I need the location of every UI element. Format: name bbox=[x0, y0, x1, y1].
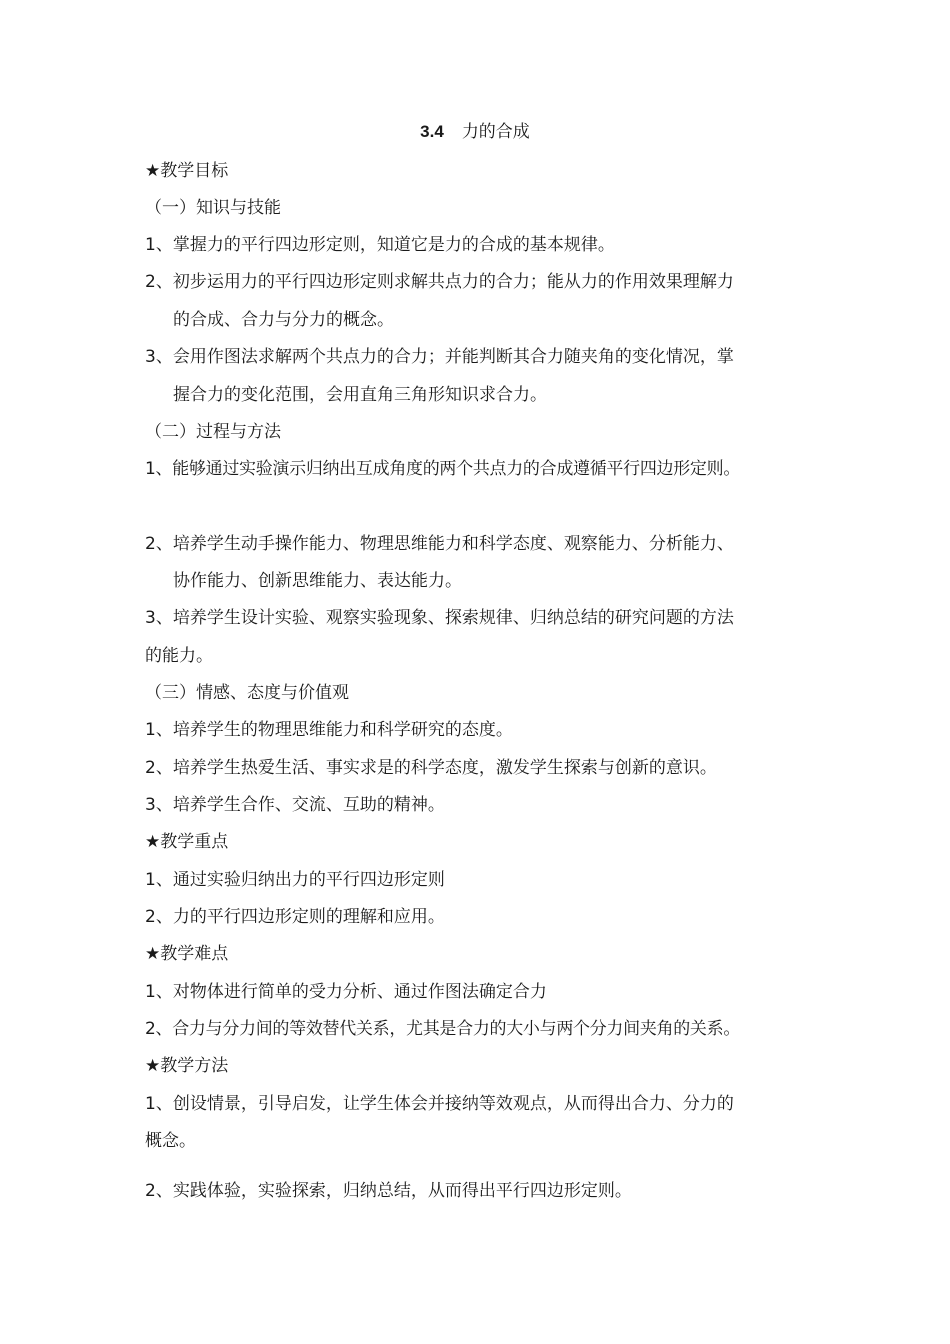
paragraph-line: 的合成、合力与分力的概念。 bbox=[173, 310, 394, 330]
paragraph-line: 3、培养学生合作、交流、互助的精神。 bbox=[145, 795, 445, 815]
section-number: 3.4 bbox=[420, 122, 444, 141]
paragraph-line: 3、培养学生设计实验、观察实验现象、探索规律、归纳总结的研究问题的方法 bbox=[145, 608, 734, 628]
paragraph-line: 概念。 bbox=[145, 1131, 196, 1151]
subheading-attitude: （三）情感、态度与价值观 bbox=[145, 683, 349, 703]
heading-difficulties: ★教学难点 bbox=[145, 944, 229, 964]
paragraph-line: 3、会用作图法求解两个共点力的合力；并能判断其合力随夹角的变化情况，掌 bbox=[145, 347, 734, 367]
paragraph-line: 握合力的变化范围，会用直角三角形知识求合力。 bbox=[173, 385, 547, 405]
paragraph-line: 1、通过实验归纳出力的平行四边形定则 bbox=[145, 870, 445, 890]
paragraph-line: 2、力的平行四边形定则的理解和应用。 bbox=[145, 907, 445, 927]
paragraph-line: 1、培养学生的物理思维能力和科学研究的态度。 bbox=[145, 720, 513, 740]
heading-objectives: ★教学目标 bbox=[145, 161, 229, 181]
paragraph-line: 1、对物体进行简单的受力分析、通过作图法确定合力 bbox=[145, 982, 547, 1002]
paragraph-line: 的能力。 bbox=[145, 646, 213, 666]
paragraph-line: 协作能力、创新思维能力、表达能力。 bbox=[173, 571, 462, 591]
paragraph-line: 2、培养学生热爱生活、事实求是的科学态度，激发学生探索与创新的意识。 bbox=[145, 758, 717, 778]
heading-methods: ★教学方法 bbox=[145, 1056, 229, 1076]
paragraph-line: 1、能够通过实验演示归纳出互成角度的两个共点力的合成遵循平行四边形定则。 bbox=[145, 459, 741, 479]
heading-key-points: ★教学重点 bbox=[145, 832, 229, 852]
paragraph-line: 2、培养学生动手操作能力、物理思维能力和科学态度、观察能力、分析能力、 bbox=[145, 534, 734, 554]
subheading-knowledge: （一）知识与技能 bbox=[145, 198, 281, 218]
page-title bbox=[0, 120, 950, 144]
paragraph-line: 1、掌握力的平行四边形定则，知道它是力的合成的基本规律。 bbox=[145, 235, 615, 255]
paragraph-line: 1、创设情景，引导启发，让学生体会并接纳等效观点，从而得出合力、分力的 bbox=[145, 1094, 734, 1114]
subheading-process: （二）过程与方法 bbox=[145, 422, 281, 442]
paragraph-line: 2、初步运用力的平行四边形定则求解共点力的合力；能从力的作用效果理解力 bbox=[145, 272, 734, 292]
paragraph-line: 2、合力与分力间的等效替代关系，尤其是合力的大小与两个分力间夹角的关系。 bbox=[145, 1019, 741, 1039]
section-title: 力的合成 bbox=[461, 122, 530, 142]
paragraph-line: 2、实践体验，实验探索，归纳总结，从而得出平行四边形定则。 bbox=[145, 1181, 632, 1201]
